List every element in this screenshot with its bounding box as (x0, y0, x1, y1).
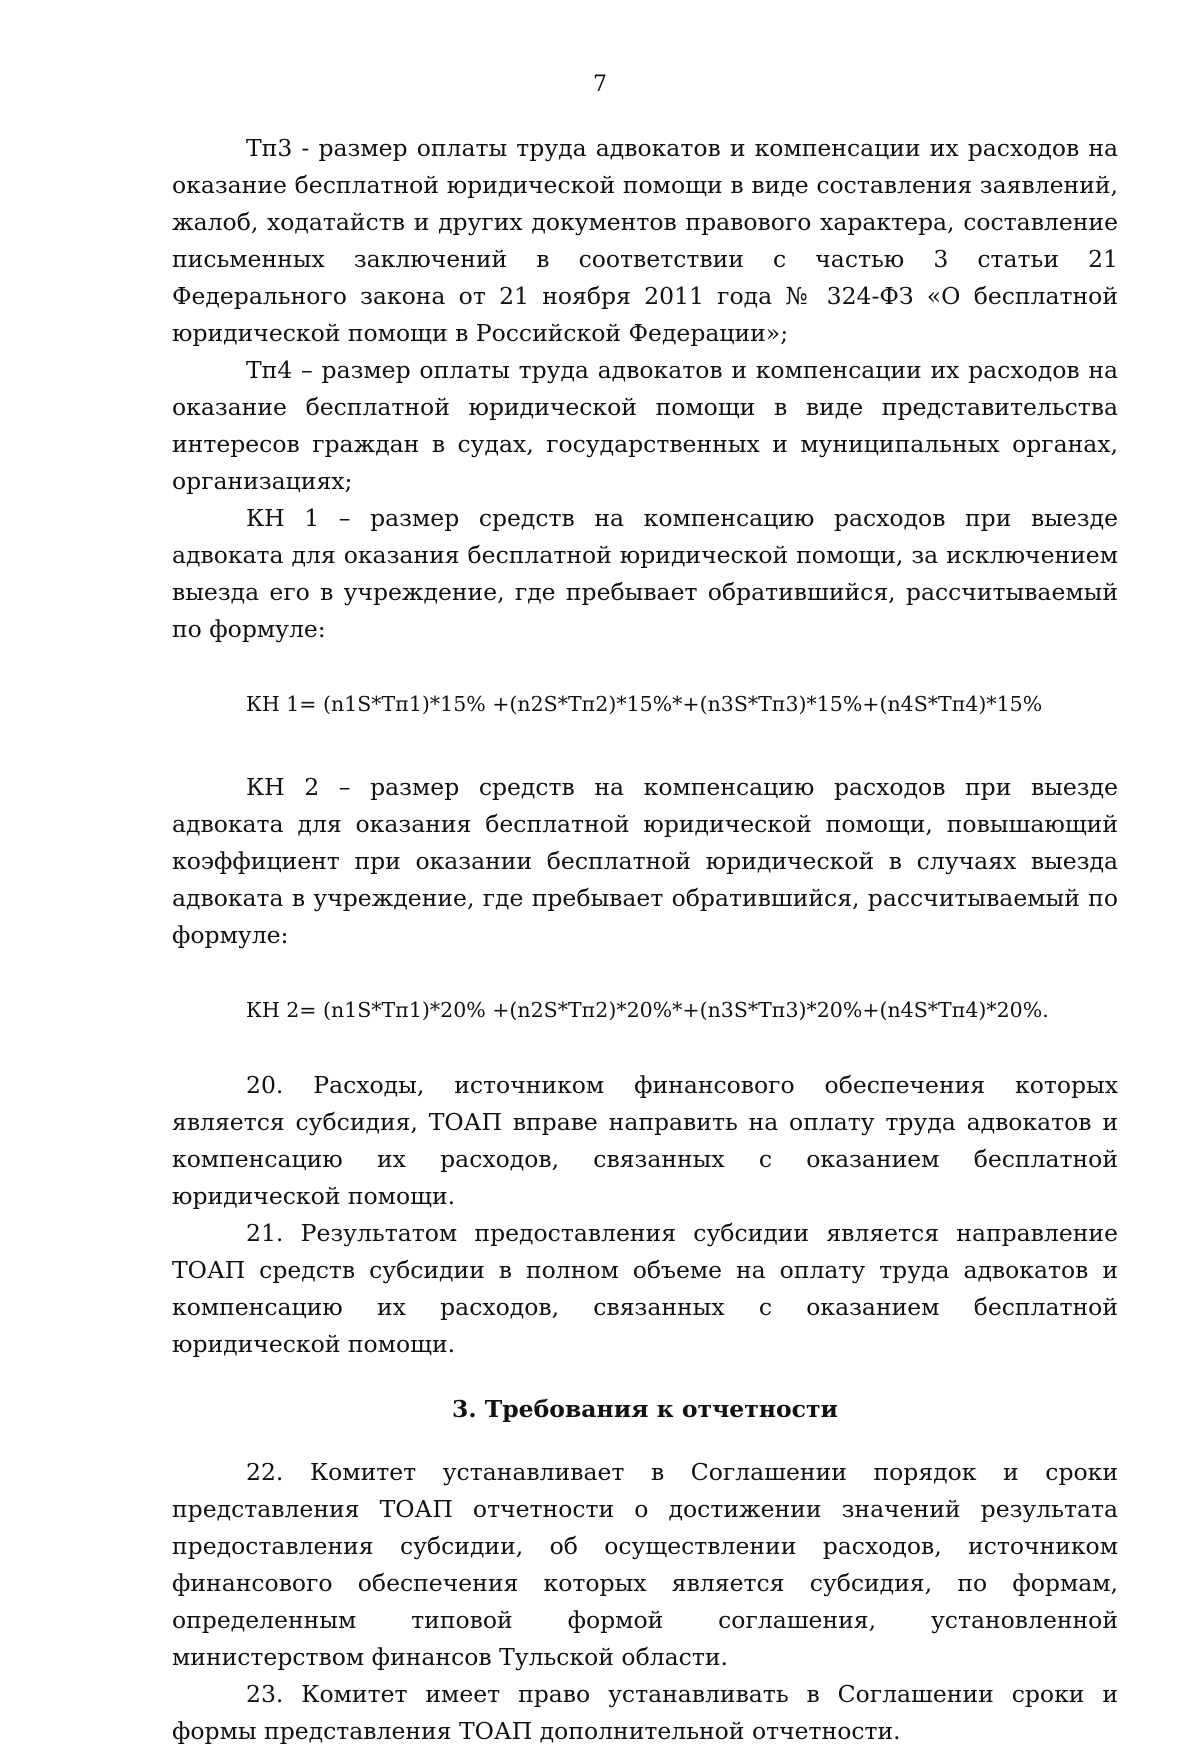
paragraph-23: 23. Комитет имеет право устанавливать в Соглашении сроки и формы представления ТОАП дополнительной отчетности. (172, 1680, 1118, 1745)
paragraph-20: 20. Расходы, источником финансового обеспечения которых является субсидия, ТОАП вправе направить на оплату труда адвокатов и компенсацию их расходов, связанных с оказанием бесплатной юридической помощи. (172, 1071, 1118, 1210)
page-number: 7 (593, 72, 607, 97)
paragraph-kn1: КН 1 – размер средств на компенсацию расходов при выезде адвоката для оказания бесплатной юридической помощи, за исключением выезда его в учреждение, где пребывает обратившийся, рассчитываемый по формуле: (172, 504, 1118, 643)
document-body (172, 130, 1118, 1750)
spacer (172, 648, 1118, 686)
spacer (172, 1029, 1118, 1067)
spacer (172, 1363, 1118, 1391)
paragraph-21: 21. Результатом предоставления субсидии является направление ТОАП средств субсидии в полном объеме на оплату труда адвокатов и компенсацию их расходов, связанных с оказанием бесплатной юридической помощи. (172, 1219, 1118, 1358)
paragraph-kn2: КН 2 – размер средств на компенсацию расходов при выезде адвоката для оказания бесплатной юридической помощи, повышающий коэффициент при оказании бесплатной юридической в случаях выезда адвоката в учреждение, где пребывает обратившийся, рассчитываемый по формуле: (172, 773, 1118, 949)
spacer (172, 954, 1118, 992)
spacer (172, 723, 1118, 769)
paragraph-tp3: Тп3 - размер оплаты труда адвокатов и компенсации их расходов на оказание бесплатной юридической помощи в виде составления заявлений, жалоб, ходатайств и других документов правового характера, составление письменных заключений в соответствии с частью 3 статьи 21 Федерального закона от 21 ноября 2011 года № 324-ФЗ «О бесплатной юридической помощи в Российской Федерации»; (172, 134, 1118, 347)
spacer (172, 1428, 1118, 1454)
section-heading: 3. Требования к отчетности (452, 1395, 838, 1423)
formula-kn1: КН 1= (n1S*Тп1)*15% +(n2S*Тп2)*15%*+(n3S*Тп3)*15%+(n4S*Тп4)*15% (246, 692, 1043, 716)
formula-kn2: КН 2= (n1S*Тп1)*20% +(n2S*Тп2)*20%*+(n3S*Тп3)*20%+(n4S*Тп4)*20%. (246, 998, 1049, 1022)
paragraph-tp4: Тп4 – размер оплаты труда адвокатов и компенсации их расходов на оказание бесплатной юридической помощи в виде представительства интересов граждан в судах, государственных и муниципальных органах, организациях; (172, 356, 1118, 495)
paragraph-22: 22. Комитет устанавливает в Соглашении порядок и сроки представления ТОАП отчетности о достижении значений результата предоставления субсидии, об осуществлении расходов, источником финансового обеспечения которых является субсидия, по формам, определенным типовой формой соглашения, установленной министерством финансов Тульской области. (172, 1458, 1118, 1671)
